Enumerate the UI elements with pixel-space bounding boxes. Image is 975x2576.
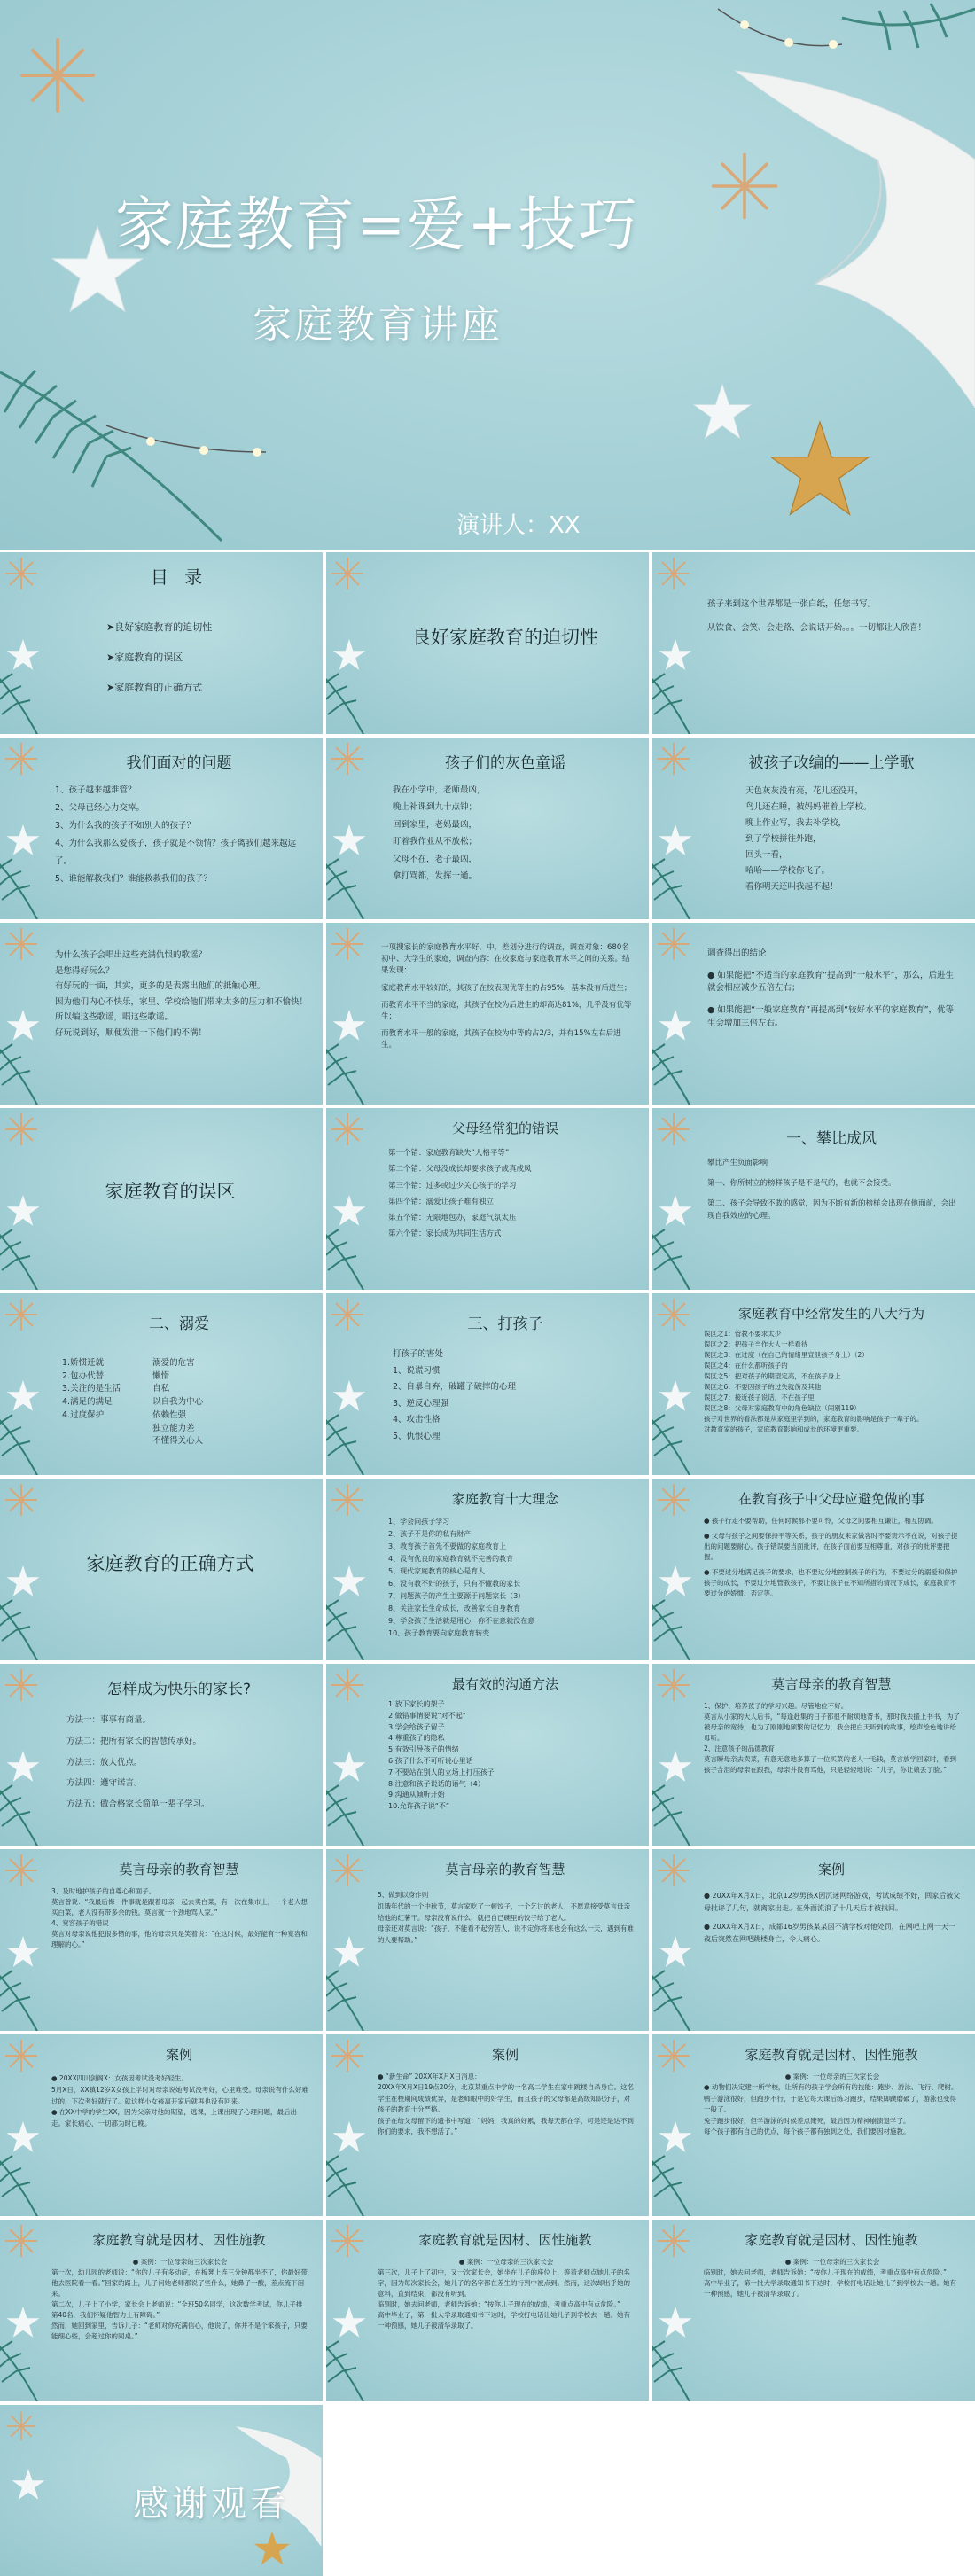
snowflake-icon: [4, 1667, 39, 1703]
body-line: 攀比产生负面影响: [707, 1159, 768, 1167]
body-line: 以自我为中心: [152, 1397, 204, 1408]
body-line: 9.沟通从倾听开始: [388, 1791, 445, 1799]
leaves-decoration: [326, 1034, 372, 1105]
slide-title: 一、攀比成风: [786, 1130, 877, 1148]
snowflake-icon: [656, 1667, 691, 1703]
snowflake-icon: [330, 1297, 365, 1332]
body-line: 5月X日，XX镇12岁X女孩上学时对母亲说她考试没考好，心里难受。母亲说有什么好难过的，下次考好就行了。就这样小女孩离开家后就再也没有回来。: [51, 2085, 308, 2105]
gold-star-icon: [762, 417, 878, 523]
slide-body: [704, 2257, 961, 2299]
slide-body: [378, 2072, 635, 2137]
body-line: 而教育水平一般的家庭，其孩子在校为中等的占2/3，并有15%左右后进生。: [381, 1029, 621, 1050]
snowflake-icon: [656, 741, 691, 777]
body-line: 孩子来到这个世界都是一张白纸，任您书写。: [707, 599, 877, 609]
slide-body: [378, 1890, 635, 1947]
slide-title: 案例: [491, 2047, 519, 2063]
slide-title: 孩子们的灰色童谣: [445, 754, 566, 772]
body-line: 误区之8：父母对家庭教育中的角色缺位（闹别119）: [704, 1404, 861, 1412]
leaves-decoration: [326, 1404, 372, 1475]
body-line: ● 如果能把“不适当的家庭教育”提高到“一般水平”，那么，后进生就会相应减少五倍左右；: [707, 970, 954, 994]
body-line: 莫言曾说：“我最后悔一件事就是跟着母亲一起去卖白菜，有一次在集市上，一个老人想买白菜，老人没有带多余的钱。莫言就一个劲地骂人家。”: [51, 1898, 308, 1916]
body-line: 9、学会孩子生活就是用心，你不在意就没在意: [388, 1617, 535, 1625]
body-line: 是您得好玩么？: [55, 965, 114, 976]
body-line: 一项搜家长的家庭教育水平好，中，差划分进行的调查，调查对象：680名初中、大学生的家庭，调查内容：在校家庭与家庭教育水平之间的关系。结果发现：: [381, 943, 630, 976]
body-line: 误区之7：接近孩子说话，不在孩子里: [704, 1393, 815, 1401]
slide-body: [704, 1516, 961, 1599]
body-line: 父母不在，老子最凶，: [393, 854, 478, 864]
body-line: 误区之3：在过度（在自己的情绪里宣泄孩子身上）（2）: [704, 1351, 869, 1359]
toc-item[interactable]: ➤家庭教育的误区: [106, 652, 183, 663]
snowflake-icon: [4, 741, 39, 777]
body-line: 4、为什么我那么爱孩子，孩子就是不领情？孩子离我们越来越远了。: [55, 838, 297, 866]
toc-item[interactable]: ➤良好家庭教育的迫切性: [106, 621, 213, 633]
snowflake-icon: [330, 1667, 365, 1703]
body-line: 饥饿年代的一个中秋节，莫言家吃了一顿饺子，一个乞讨的老人，不愿意接受莫言母亲给他的红薯干。母亲没有说什么，就把自己碗里的饺子给了老人。: [378, 1901, 630, 1922]
slide-things-to-avoid[interactable]: [652, 1479, 975, 1660]
snowflake-icon: [656, 1112, 691, 1147]
body-line: 每个孩子都有自己的优点，每个孩子都有独到之处，我们要因材施教。: [704, 2127, 910, 2135]
snowflake-icon: [330, 926, 365, 962]
snowflake-icon: [18, 35, 98, 115]
body-line: 2、自暴自弃，破罐子破摔的心理: [393, 1382, 517, 1393]
leaves-decoration: [326, 663, 372, 734]
body-line: 独立能力差: [152, 1423, 195, 1433]
body-line: 然而，她回到家里，告诉儿子：“老师对你充满信心，他说了，你并不是个笨孩子，只要能细心些，会超过你的同桌。”: [51, 2322, 308, 2340]
body-line: ● 案例：一位母亲的三次家长会: [784, 2258, 880, 2266]
body-line: 3、教育孩子首先不要做的家庭教育上: [388, 1542, 507, 1550]
body-line: 从饮食、会笑、会走路、会说话开始。。。一切都让人欣喜！: [707, 622, 927, 633]
snowflake-icon: [656, 1297, 691, 1332]
slide-title: 目 录: [150, 566, 208, 588]
leaves-left-decoration: [0, 319, 292, 550]
body-line: 1、说谎习惯: [393, 1365, 441, 1376]
body-line: 3.关注的是生活: [62, 1384, 121, 1394]
leaves-decoration: [0, 1404, 46, 1475]
body-line: 第二、孩子会导致不敢的感觉，因为不断有新的榜样会出现在他面前，会出现自我效应的心理。: [707, 1199, 956, 1221]
leaves-decoration: [0, 1034, 46, 1105]
body-line: 1.娇惯迁就: [62, 1358, 105, 1368]
body-line: 1、保护、培养孩子的学习兴趣。尽管地位不好。: [704, 1702, 848, 1710]
leaves-decoration: [0, 1589, 46, 1660]
body-line: 第三个错：过多或过少关心孩子的学习: [388, 1181, 517, 1190]
slide-spoiling[interactable]: [0, 1293, 323, 1475]
body-line: 看你明天还叫我起不起！: [745, 882, 838, 893]
leaves-decoration: [652, 1775, 698, 1846]
body-line: 有好玩的一面，其实，更多的是表露出他们的抵触心理。: [55, 981, 266, 992]
slide-individualized-4[interactable]: [652, 2220, 975, 2401]
body-line: 第一次，幼儿园的老师说：“你的儿子有多动症，在板凳上连三分钟都坐不了，你最好带他去医院看一看。”回家的路上，儿子问她老师都说了些什么，她鼻子一酸，差点流下泪来。: [51, 2268, 308, 2298]
slide-title: 家庭教育就是因材、因性施教: [745, 2232, 918, 2248]
body-line: 3.学会给孩子留子: [388, 1722, 445, 1731]
slide-thanks[interactable]: [0, 2405, 323, 2576]
body-line: 鸟儿还在睡，被妈妈催着上学校。: [745, 802, 872, 813]
body-line: 临别时，她去问老师，老师告诉她：“按你儿子现在的成绩，考重点高中有点危险。”: [704, 2268, 948, 2276]
body-line: 自私: [152, 1384, 170, 1394]
slide-case-1[interactable]: [652, 1849, 975, 2031]
slide-title: 在教育孩子中父母应避免做的事: [737, 1491, 924, 1507]
slide-eight-behaviors[interactable]: [652, 1293, 975, 1475]
snowflake-icon: [656, 1482, 691, 1518]
slide-why-songs[interactable]: [0, 923, 323, 1105]
body-line: 20XX年X月X日19点20分，北京某重点中学的一名高二学生在家中跳楼自杀身亡。这名学生在校期间成绩优异，是老师眼中的好学生，而且孩子的父母都是高级知识分子，对孩子的教育十分严格。: [378, 2083, 635, 2114]
body-line: 误区之5：把对孩子的期望定高，不在孩子身上: [704, 1372, 841, 1380]
snowflake-icon: [4, 1297, 39, 1332]
slide-title: 家庭教育十大理念: [451, 1491, 558, 1507]
snowflake-icon: [4, 926, 39, 962]
body-line: 误区之1：管教不要求太少: [704, 1330, 782, 1338]
slide-title: 被孩子改编的——上学歌: [748, 754, 915, 772]
body-line: 不懂得关心人: [152, 1436, 204, 1447]
body-line: 方法三：放大优点。: [66, 1757, 143, 1768]
slide-body: [51, 1886, 308, 1950]
snowflake-icon: [656, 2038, 691, 2073]
slide-hitting[interactable]: [326, 1293, 649, 1475]
body-line: 5、现代家庭教育的核心是育人: [388, 1567, 486, 1575]
body-line: 5、谁能解救我们？谁能救救我们的孩子？: [55, 873, 213, 884]
snowflake-icon: [330, 741, 365, 777]
slide-comparison[interactable]: [652, 1108, 975, 1290]
body-line: 孩子对世界的看法都是从家庭里学到的，家庭教育的影响是孩子一辈子的。: [704, 1415, 924, 1423]
body-line: 5.有效引导孩子的情绪: [388, 1745, 459, 1754]
body-line: 4、没有优良的家庭教育就不完善的教育: [388, 1555, 514, 1563]
body-line: 第一个错：家庭教育缺失“人格平等”: [388, 1149, 510, 1158]
body-line: 3、及时地护孩子的自尊心和面子。: [51, 1887, 156, 1895]
body-line: 8、关注家长生命成长，改善家长自身教育: [388, 1604, 521, 1612]
leaves-decoration: [0, 2145, 46, 2216]
slide-title: 三、打孩子: [467, 1315, 543, 1333]
slide-body: [704, 1890, 961, 1945]
body-line: ● 20XX四川剑阁X：女孩因考试没考好轻生。: [51, 2074, 188, 2082]
body-line: 6.孩子什么不可听说心里话: [388, 1756, 473, 1765]
slide-moyan-mother-2[interactable]: [0, 1849, 323, 2031]
slide-body: [51, 2073, 308, 2130]
leaves-decoration: [326, 1775, 372, 1846]
body-line: 哈哈——学校你飞了。: [745, 866, 831, 877]
slide-body: [704, 1701, 961, 1776]
leaves-decoration: [652, 1589, 698, 1660]
body-line: 6、没有教不好的孩子，只有不懂教的家长: [388, 1580, 521, 1588]
body-line: 7.不要站在别人的立场上打压孩子: [388, 1768, 495, 1776]
body-line: 方法五：做合格家长简单一辈子学习。: [66, 1799, 210, 1809]
body-line: 第一、你所树立的榜样孩子是不是气的，也就不会接受。: [707, 1179, 896, 1189]
snowflake-icon: [4, 1112, 39, 1147]
slide-toc[interactable]: [0, 552, 323, 734]
body-line: 好玩说到好，顺便发泄一下他们的不满！: [55, 1027, 207, 1038]
slide-individualized-3[interactable]: [326, 2220, 649, 2401]
leaves-decoration: [652, 2145, 698, 2216]
body-line: 鸭子游泳很好，但跑步不行，于是它每天课后练习跑步，结果脚蹼磨破了，游泳也变得一般了。: [704, 2094, 956, 2114]
slide-individualized-1[interactable]: [652, 2034, 975, 2216]
body-line: 4.过度保护: [62, 1409, 105, 1420]
snowflake-icon: [656, 2223, 691, 2259]
slide-moyan-mother-3[interactable]: [326, 1849, 649, 2031]
white-star-icon: [11, 2467, 46, 2502]
hero-speaker: 演讲人：XX: [456, 512, 581, 539]
snowflake-icon: [330, 2223, 365, 2259]
snowflake-icon: [330, 1482, 365, 1518]
slide-case-3[interactable]: [326, 2034, 649, 2216]
toc-list: [106, 613, 212, 703]
slide-body: [707, 948, 961, 1031]
body-line: 兔子跑步很好，但学游泳的时候差点淹死，最后因为精神崩溃退学了。: [704, 2116, 910, 2125]
body-line: 2、父母已经心力交瘁。: [55, 802, 145, 813]
body-line: ● 案例：一位母亲的三次家长会: [458, 2258, 554, 2266]
body-line: 误区之6：不要因孩子的过失就伤及其他: [704, 1383, 822, 1391]
body-line: 8.注意和孩子说话的语气（4）: [388, 1779, 485, 1788]
slide-title: 莫言母亲的教育智慧: [445, 1862, 566, 1877]
body-line: 第四个错：溺爱让孩子难有独立: [388, 1197, 495, 1206]
body-line: 2.包办代替: [62, 1370, 105, 1381]
slide-body: [55, 948, 308, 1041]
snowflake-icon: [330, 1853, 365, 1888]
body-line: 误区之2：把孩子当作大人一样看待: [704, 1340, 808, 1348]
body-line: 10、孩子教育要向家庭教育转变: [388, 1629, 490, 1637]
slide-body: [393, 782, 635, 886]
snowflake-icon: [330, 556, 365, 591]
body-line: ● 如果能把“一般家庭教育”再提高到“较好水平的家庭教育”，优等生会增加三倍左右。: [707, 1005, 954, 1028]
slide-body: [66, 1710, 308, 1815]
body-line: 1、学会向孩子学习: [388, 1518, 450, 1526]
slide-title: 家庭教育中经常发生的八大行为: [737, 1306, 924, 1322]
leaves-decoration: [326, 2145, 372, 2216]
body-line: 为什么孩子会唱出这些充满仇恨的歌谣？: [55, 950, 207, 960]
body-line: 对教育家的孩子，家庭教育影响和成长的环境更重要。: [704, 1425, 863, 1433]
snowflake-icon: [656, 1853, 691, 1888]
slide-moyan-mother-1[interactable]: [652, 1664, 975, 1846]
body-line: 1、孩子越来越难管？: [55, 785, 136, 795]
body-line: ● “新生命” 20XX年X月X日消息：: [378, 2073, 481, 2080]
slide-body: [393, 1347, 635, 1445]
spoiling-columns: [62, 1357, 305, 1448]
body-line: 5、做到以身作则: [378, 1891, 429, 1899]
slide-problems[interactable]: [0, 738, 323, 919]
slide-ten-concepts[interactable]: [326, 1479, 649, 1660]
snowflake-icon: [330, 1112, 365, 1147]
body-line: ● 动物们决定建一所学校，让所有的孩子学会所有的技能：跑步、游泳、飞行、爬树。: [704, 2083, 958, 2092]
body-line: 拿打骂都，发挥一通。: [393, 871, 478, 882]
leaves-decoration: [326, 1960, 372, 2031]
slide-happy-parents[interactable]: [0, 1664, 323, 1846]
body-line: 溺爱的危害: [152, 1358, 195, 1368]
body-line: 依赖性强: [152, 1409, 187, 1420]
body-line: 第三次，儿子上了初中，又一次家长会，她坐在儿子的座位上，等着老师点她儿子的名字，因为每次家长会，她儿子的名字都在差生的行列中被点到。然而，这次却出乎她的意料，直到结束，都没有听到。: [378, 2268, 630, 2298]
body-line: 因为他们内心不快乐，家里、学校给他们带来太多的压力和不愉快！所以编这些歌谣，唱这些歌谣。: [55, 996, 308, 1023]
body-line: 回头一看，: [745, 850, 788, 861]
slide-blank-paper[interactable]: [652, 552, 975, 734]
body-line: 1.放下家长的架子: [388, 1700, 445, 1708]
body-line: 3、逆反心理强: [393, 1398, 449, 1409]
slide-case-2[interactable]: [0, 2034, 323, 2216]
body-line: ● 在XX中学的学生XX，因为父亲对他的期望，逃课，上课出现了心理问题，最后出走。家长痛心，一切都为时已晚。: [51, 2108, 297, 2127]
causes-column: [62, 1357, 121, 1448]
slide-grey-rhymes[interactable]: [326, 738, 649, 919]
leaves-decoration: [0, 1219, 46, 1290]
leaves-decoration: [326, 2330, 372, 2401]
snowflake-icon: [656, 926, 691, 962]
slide-title: 莫言母亲的教育智慧: [119, 1862, 239, 1877]
body-line: 10.允许孩子说“不”: [388, 1802, 450, 1811]
slide-title: 案例: [165, 2047, 192, 2063]
slide-body: [55, 782, 308, 888]
thanks-title: 感谢观看: [133, 2484, 289, 2525]
hero-subtitle: 家庭教育讲座: [253, 302, 503, 347]
body-line: 而教育水平不当的家庭，其孩子在校为后进生的却高达81%，几乎没有优等生；: [381, 1000, 632, 1021]
body-line: ● 案例：一位母亲的三次家长会: [784, 2073, 880, 2080]
body-line: 我在小学中，老师最凶，: [393, 785, 486, 795]
leaves-decoration: [0, 663, 46, 734]
leaves-decoration: [652, 663, 698, 734]
slide-title: 良好家庭教育的迫切性: [412, 627, 598, 648]
body-line: 打孩子的害处: [393, 1349, 444, 1359]
body-line: 到了学校拼往外跑，: [745, 834, 822, 845]
slide-body: [388, 1699, 635, 1813]
body-line: 方法一：事事有商量。: [66, 1715, 152, 1725]
body-line: 第二次，儿子上了小学，家长会上老师说：“全班50名同学，这次数学考试，你儿子排第40名，我们怀疑他智力上有障碍。”: [51, 2300, 303, 2319]
body-line: 2、孩子不是你的私有财产: [388, 1530, 472, 1538]
leaves-decoration: [326, 848, 372, 919]
snowflake-icon: [4, 1853, 39, 1888]
body-line: 7、问题孩子的产生主要源于问题家长（3）: [388, 1592, 526, 1600]
slide-title: 二、溺爱: [149, 1315, 209, 1333]
slide-body: [381, 942, 635, 1051]
body-line: 2、注意孩子的品德教育: [704, 1745, 775, 1752]
slide-parent-mistakes[interactable]: [326, 1108, 649, 1290]
body-line: 晚上作业写，我去补学校，: [745, 818, 847, 829]
body-line: 方法四：遵守诺言。: [66, 1778, 143, 1789]
snowflake-icon: [4, 556, 39, 591]
leaves-decoration: [652, 1219, 698, 1290]
slide-school-song[interactable]: [652, 738, 975, 919]
body-line: 莫言从小家的大人后书，“每逢赶集的日子都很不耐烦地背书，那时我去搬上书书，为了被母亲的宽待，也为了刚刚地频繁的记忆力，我会把白天听到的故事，绘声绘色地讲给母听。: [704, 1713, 960, 1742]
leaves-decoration: [652, 1034, 698, 1105]
slide-body: [704, 2072, 961, 2137]
body-line: ● 20XX年X月X日，北京12岁男孩X因沉迷网络游戏，考试成绩不好，回家后被父母批评了几句，就离家出走。在外面流浪了十几天后才被找回。: [704, 1892, 961, 1912]
hero-title: 家庭教育=爱+技巧: [115, 191, 639, 259]
snowflake-icon: [4, 2223, 39, 2259]
leaves-decoration: [652, 1404, 698, 1475]
slide-title: 父母经常犯的错误: [451, 1120, 558, 1136]
slide-title: 最有效的沟通方法: [451, 1676, 558, 1692]
leaves-decoration: [326, 1589, 372, 1660]
slide-title: 莫言母亲的教育智慧: [771, 1676, 892, 1692]
slide-body: [378, 2257, 635, 2331]
body-line: ● 孩子行走不要帮助，任何时候都不要可怜，父母之间要相互谦让，相互协调。: [704, 1517, 938, 1525]
snowflake-icon: [5, 2410, 37, 2442]
gold-star-icon: [253, 2529, 292, 2568]
body-line: 4.尊重孩子的隐私: [388, 1734, 445, 1743]
slide-title: 家庭教育的正确方式: [86, 1553, 254, 1574]
leaves-decoration: [0, 1775, 46, 1846]
leaves-decoration: [652, 848, 698, 919]
slide-title: 怎样成为快乐的家长?: [106, 1681, 252, 1698]
body-line: 母亲还对莫言说：“孩子，不能看不起穷苦人，说不定你将来也会有这么一天，遇到有难的人要帮助。”: [378, 1924, 634, 1944]
leaves-decoration: [0, 2330, 46, 2401]
body-line: 第六个错：家长成为共同生活方式: [388, 1229, 502, 1239]
body-line: 2.做错事情要说“对不起”: [388, 1711, 466, 1720]
snowflake-icon: [4, 2038, 39, 2073]
body-line: ● 20XX年X月X日，成都16岁男孩某某因不满学校对他处罚，在网吧上网一天一夜后突然在网吧跳楼身亡，令人痛心。: [704, 1923, 956, 1943]
slide-body: [707, 598, 961, 635]
slide-body: [707, 1158, 961, 1222]
body-line: 懒惰: [152, 1370, 170, 1381]
leaves-decoration: [326, 1219, 372, 1290]
body-line: ● 案例：一位母亲的三次家长会: [132, 2258, 228, 2266]
slide-title: 家庭教育就是因材、因性施教: [92, 2232, 266, 2248]
slide-body: [704, 1329, 961, 1435]
slide-communication[interactable]: [326, 1664, 649, 1846]
slide-title: 案例: [817, 1862, 845, 1877]
body-line: 家庭教育水平较好的，其孩子在校表现优等生的占95%，基本没有后进生；: [381, 983, 632, 993]
snowflake-icon: [4, 1482, 39, 1518]
body-line: 第五个错：无限地包办，家庭气氛太压: [388, 1214, 517, 1223]
body-line: 孩子在给父母留下的遗书中写道：“妈妈，我真的好累，我每天都在学，可是还是达不到你们的要求，我不想活了。”: [378, 2116, 634, 2135]
body-line: 4、攻击性格: [393, 1415, 441, 1425]
body-line: 天色灰灰没有亮，花儿还没开，: [745, 786, 864, 796]
body-line: 4、宽容孩子的错误: [51, 1919, 109, 1927]
slide-urgency[interactable]: [326, 552, 649, 734]
paper-tree-decoration: [700, 35, 975, 408]
body-line: 第二个错：父母没成长却要求孩子成真成凤: [388, 1165, 532, 1175]
body-line: 莫言瞬母亲去卖菜，有意无意地多算了一位买菜的老人一毛钱，莫言放学回家时，看到孩子含泪的母亲在跟我，母亲并没有骂他，只是轻轻地说：“儿子，你让娘丢了脸。”: [704, 1755, 956, 1774]
hero-slide[interactable]: [0, 0, 975, 550]
slide-survey[interactable]: [326, 923, 649, 1105]
slide-title: 家庭教育的误区: [105, 1181, 236, 1202]
slide-misconceptions[interactable]: [0, 1108, 323, 1290]
snowflake-icon: [330, 2038, 365, 2073]
body-line: 高中毕业了，第一批大学录取通知书下达时，学校打电话让她儿子到学校去一趟。她有一种预感，她儿子被清华录取了。: [704, 2279, 956, 2298]
slide-individualized-2[interactable]: [0, 2220, 323, 2401]
leaves-decoration: [0, 1960, 46, 2031]
harms-column: [152, 1357, 203, 1448]
slide-body: [51, 2257, 308, 2342]
slide-title: 家庭教育就是因材、因性施教: [418, 2232, 592, 2248]
slide-title: 家庭教育就是因材、因性施教: [745, 2047, 918, 2063]
leaves-decoration: [0, 848, 46, 919]
body-line: 莫言对母亲说他犯很多错的事，他的母亲只是笑着说：“在这时候，最好能有一种宽容和理解的心。”: [51, 1930, 308, 1948]
slide-title: 我们面对的问题: [126, 754, 232, 772]
body-line: 误区之4：在什么都听孩子的: [704, 1362, 788, 1370]
body-line: ● 不要过分地满足孩子的要求，也不要过分地控制孩子的行为，不要过分的溺爱和保护孩子的成长，不要过分地管教孩子，不要让孩子在不知所措的情况下成长，家庭教育不要过分的娇惯、否定等。: [704, 1568, 958, 1597]
toc-item[interactable]: ➤家庭教育的正确方式: [106, 682, 203, 693]
body-line: 调查得出的结论: [707, 948, 767, 958]
body-line: 回到家里，老妈最凶，: [393, 819, 478, 830]
leaves-decoration: [652, 1960, 698, 2031]
body-line: 盯着我作业从不放松；: [393, 837, 478, 847]
body-line: 方法二：把所有家长的智慧传承好。: [66, 1736, 202, 1746]
snowflake-icon: [656, 556, 691, 591]
body-line: 临别时，她去问老师，老师告诉她：“按你儿子现在的成绩，考重点高中有点危险。”: [378, 2300, 621, 2308]
body-line: ● 父母与孩子之间要保持平等关系，孩子的朋友来家做客时不要责示不在说，对孩子提出的问题要耐心。孩子错误要当面批评，在孩子面前要互相尊重，对孩子的批评要把握。: [704, 1532, 958, 1561]
slide-body: [388, 1516, 635, 1640]
body-line: 3、为什么我的孩子不如别人的孩子？: [55, 820, 196, 831]
slide-conclusion[interactable]: [652, 923, 975, 1105]
body-line: 晚上补课到九十点钟；: [393, 802, 478, 813]
body-line: 5、仇恨心理: [393, 1431, 441, 1441]
slide-body: [745, 784, 961, 895]
slide-body: [388, 1145, 635, 1243]
body-line: 高中毕业了，第一批大学录取通知书下达时，学校打电话让她儿子到学校去一趟。她有一种预感，她儿子被清华录取了。: [378, 2311, 630, 2330]
slide-correct-methods[interactable]: [0, 1479, 323, 1660]
body-line: 4.满足的满足: [62, 1397, 113, 1408]
leaves-decoration: [652, 2330, 698, 2401]
